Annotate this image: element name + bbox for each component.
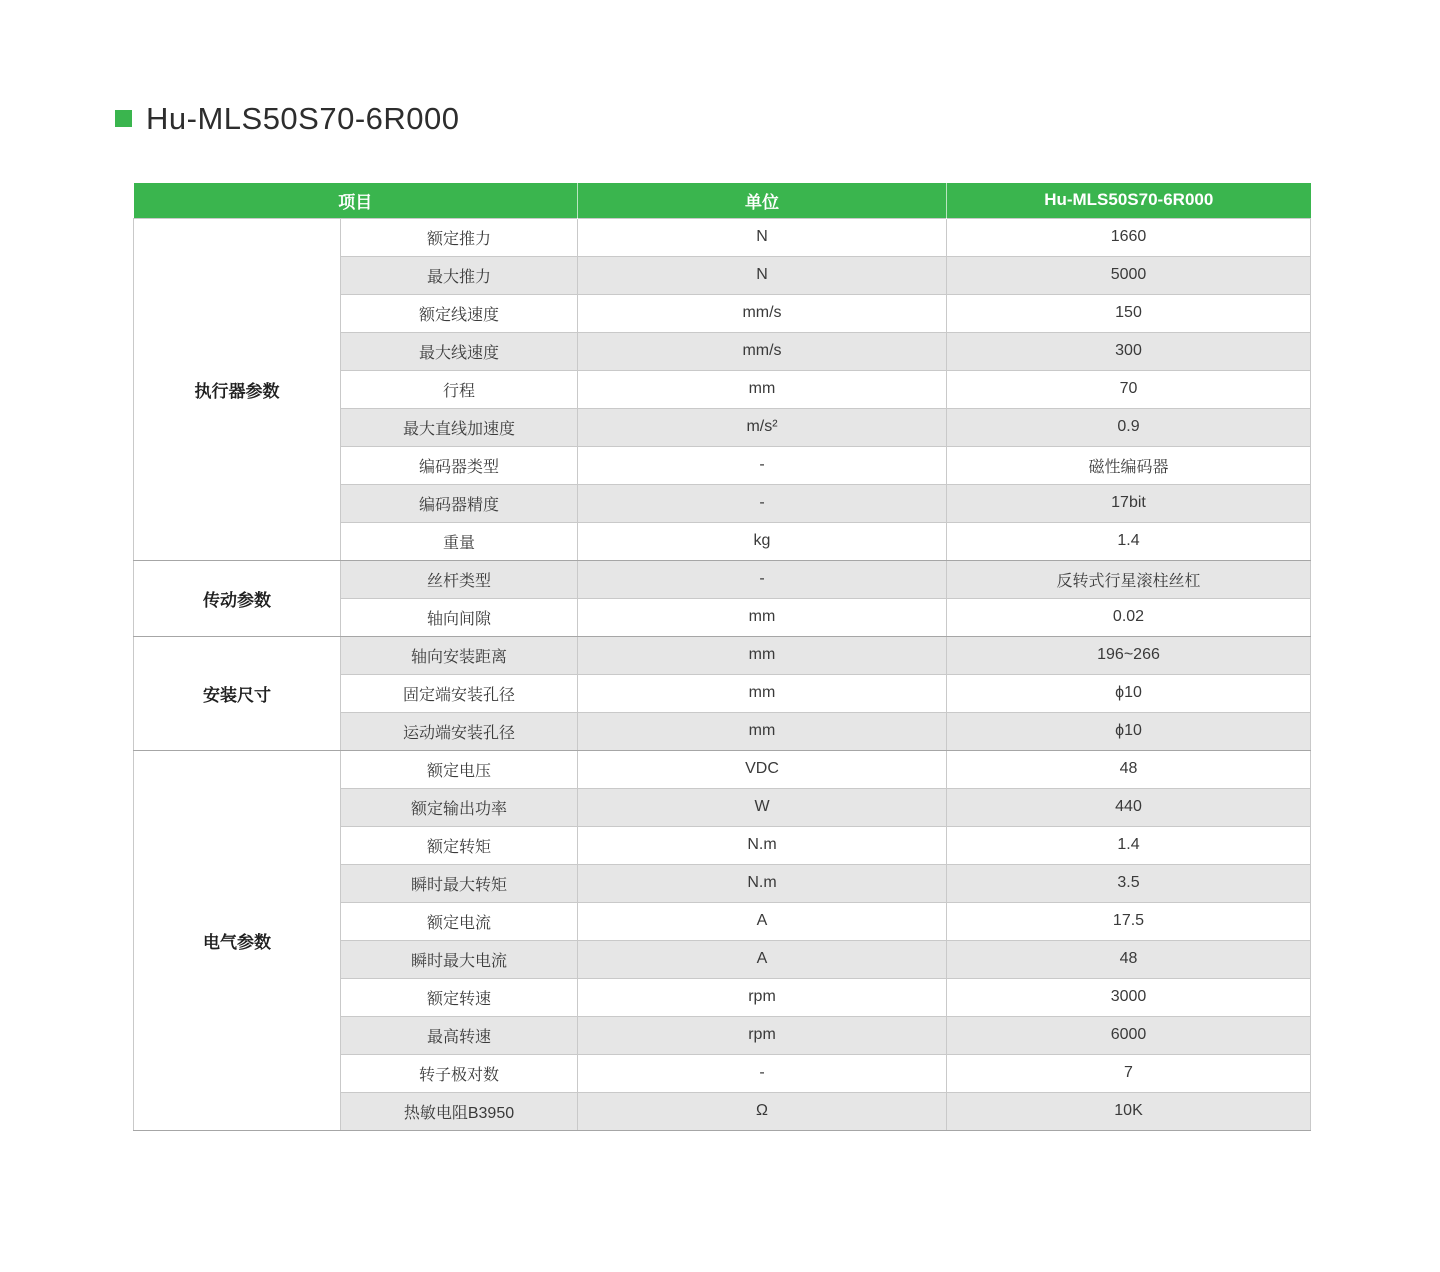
item-cell: 最大直线加速度 (341, 408, 578, 446)
item-cell: 最大推力 (341, 256, 578, 294)
item-cell: 瞬时最大电流 (341, 940, 578, 978)
item-cell: 额定输出功率 (341, 788, 578, 826)
unit-cell: A (578, 902, 947, 940)
item-cell: 轴向安装距离 (341, 636, 578, 674)
table-row (134, 218, 1311, 256)
table-header-row (134, 183, 1311, 218)
unit-cell: W (578, 788, 947, 826)
unit-cell: mm (578, 370, 947, 408)
value-cell: 5000 (947, 256, 1311, 294)
value-cell: 196~266 (947, 636, 1311, 674)
unit-cell: mm/s (578, 294, 947, 332)
page-title: Hu-MLS50S70-6R000 (146, 101, 460, 136)
item-cell: 额定转矩 (341, 826, 578, 864)
unit-cell: N (578, 218, 947, 256)
value-cell: 3.5 (947, 864, 1311, 902)
item-cell: 轴向间隙 (341, 598, 578, 636)
unit-cell: - (578, 446, 947, 484)
header-item: 项目 (134, 183, 578, 218)
value-cell: 反转式行星滚柱丝杠 (947, 560, 1311, 598)
item-cell: 瞬时最大转矩 (341, 864, 578, 902)
value-cell: 0.9 (947, 408, 1311, 446)
value-cell: 1.4 (947, 522, 1311, 560)
unit-cell: mm/s (578, 332, 947, 370)
group-label: 电气参数 (134, 750, 341, 1130)
value-cell: 300 (947, 332, 1311, 370)
unit-cell: - (578, 484, 947, 522)
item-cell: 编码器精度 (341, 484, 578, 522)
value-cell: 440 (947, 788, 1311, 826)
item-cell: 重量 (341, 522, 578, 560)
value-cell: ϕ10 (947, 674, 1311, 712)
item-cell: 额定推力 (341, 218, 578, 256)
group-label: 传动参数 (134, 560, 341, 636)
value-cell: 17bit (947, 484, 1311, 522)
header-model: Hu-MLS50S70-6R000 (947, 183, 1311, 218)
unit-cell: m/s² (578, 408, 947, 446)
unit-cell: N (578, 256, 947, 294)
unit-cell: mm (578, 598, 947, 636)
value-cell: 6000 (947, 1016, 1311, 1054)
unit-cell: N.m (578, 826, 947, 864)
value-cell: 10K (947, 1092, 1311, 1130)
item-cell: 丝杆类型 (341, 560, 578, 598)
unit-cell: rpm (578, 978, 947, 1016)
table-row (134, 636, 1311, 674)
value-cell: 7 (947, 1054, 1311, 1092)
unit-cell: mm (578, 712, 947, 750)
item-cell: 编码器类型 (341, 446, 578, 484)
value-cell: 磁性编码器 (947, 446, 1311, 484)
value-cell: 48 (947, 940, 1311, 978)
item-cell: 额定线速度 (341, 294, 578, 332)
unit-cell: Ω (578, 1092, 947, 1130)
unit-cell: mm (578, 636, 947, 674)
header-unit: 单位 (578, 183, 947, 218)
value-cell: ϕ10 (947, 712, 1311, 750)
title-bullet-icon (115, 110, 132, 127)
section-title (115, 103, 460, 134)
unit-cell: kg (578, 522, 947, 560)
value-cell: 0.02 (947, 598, 1311, 636)
unit-cell: - (578, 1054, 947, 1092)
item-cell: 最高转速 (341, 1016, 578, 1054)
unit-cell: VDC (578, 750, 947, 788)
item-cell: 行程 (341, 370, 578, 408)
unit-cell: rpm (578, 1016, 947, 1054)
group-label: 执行器参数 (134, 218, 341, 560)
item-cell: 额定电压 (341, 750, 578, 788)
item-cell: 运动端安装孔径 (341, 712, 578, 750)
table-row (134, 750, 1311, 788)
table-row (134, 560, 1311, 598)
item-cell: 最大线速度 (341, 332, 578, 370)
spec-table (133, 183, 1311, 1131)
value-cell: 17.5 (947, 902, 1311, 940)
unit-cell: N.m (578, 864, 947, 902)
value-cell: 1.4 (947, 826, 1311, 864)
value-cell: 3000 (947, 978, 1311, 1016)
value-cell: 70 (947, 370, 1311, 408)
unit-cell: - (578, 560, 947, 598)
unit-cell: mm (578, 674, 947, 712)
value-cell: 150 (947, 294, 1311, 332)
group-label: 安装尺寸 (134, 636, 341, 750)
item-cell: 热敏电阻B3950 (341, 1092, 578, 1130)
value-cell: 1660 (947, 218, 1311, 256)
item-cell: 固定端安装孔径 (341, 674, 578, 712)
value-cell: 48 (947, 750, 1311, 788)
spec-table-body (134, 218, 1311, 1130)
item-cell: 转子极对数 (341, 1054, 578, 1092)
item-cell: 额定转速 (341, 978, 578, 1016)
unit-cell: A (578, 940, 947, 978)
item-cell: 额定电流 (341, 902, 578, 940)
